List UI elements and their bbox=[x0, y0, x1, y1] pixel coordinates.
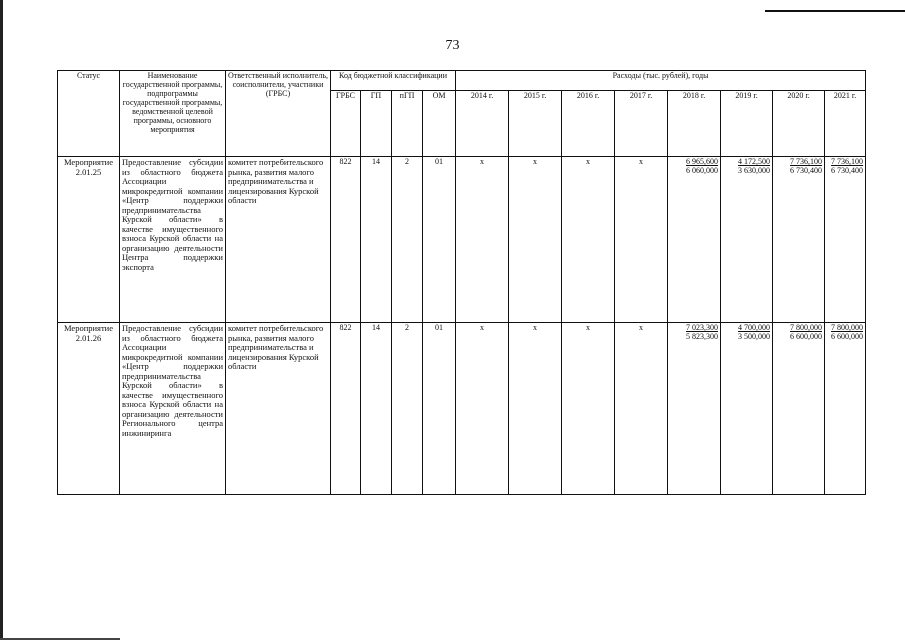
row-status: Мероприятие 2.01.26 bbox=[58, 323, 120, 495]
header-year-2016: 2016 г. bbox=[562, 91, 615, 157]
row-responsible: комитет потребительского рынка, развития малого предпринимательства и лицензирования Курской области bbox=[226, 157, 331, 323]
left-edge-rule bbox=[0, 0, 3, 640]
row-grbs: 822 bbox=[331, 157, 361, 323]
row-om: 01 bbox=[423, 157, 456, 323]
row-2019 bbox=[721, 323, 773, 495]
header-year-2018: 2018 г. bbox=[668, 91, 721, 157]
top-right-rule bbox=[765, 10, 905, 12]
header-year-2020: 2020 г. bbox=[773, 91, 825, 157]
header-pgp: пГП bbox=[392, 91, 423, 157]
row-name: Предоставление субсидии из областного бюджета Ассоциации микрокредитной компании «Центр поддержки предпринимательства Курской области» в качестве имущественного взноса Курской области на организацию деятельности Регионального центра инжиниринга bbox=[120, 323, 226, 495]
row-2015: х bbox=[509, 157, 562, 323]
row-2019 bbox=[721, 157, 773, 323]
row-gp: 14 bbox=[361, 157, 392, 323]
row-2016: х bbox=[562, 323, 615, 495]
row-2020-bottom: 6 730,400 bbox=[790, 165, 823, 175]
row-pgp: 2 bbox=[392, 323, 423, 495]
row-2014: х bbox=[456, 323, 509, 495]
row-2018-top: 6 965,600 bbox=[686, 157, 719, 166]
header-om: ОМ bbox=[423, 91, 456, 157]
row-2019-top: 4 700,000 bbox=[738, 323, 771, 332]
row-2021-top: 7 800,000 bbox=[831, 323, 864, 332]
header-year-2019: 2019 г. bbox=[721, 91, 773, 157]
row-grbs: 822 bbox=[331, 323, 361, 495]
row-2021-bottom: 6 730,400 bbox=[831, 165, 864, 175]
row-2018 bbox=[668, 323, 721, 495]
row-2020-top: 7 736,100 bbox=[790, 157, 823, 166]
budget-table bbox=[57, 70, 866, 495]
header-budget-code: Код бюджетной классификации bbox=[331, 71, 456, 91]
row-2018 bbox=[668, 157, 721, 323]
header-year-2015: 2015 г. bbox=[509, 91, 562, 157]
header-status: Статус bbox=[58, 71, 120, 157]
header-year-2017: 2017 г. bbox=[615, 91, 668, 157]
header-name: Наименование государственной программы, подпрограммы государственной программы, ведомственной целевой программы, основного мероприятия bbox=[120, 71, 226, 157]
row-2018-bottom: 5 823,300 bbox=[686, 331, 719, 341]
row-2021 bbox=[825, 323, 866, 495]
row-2017: х bbox=[615, 323, 668, 495]
row-2016: х bbox=[562, 157, 615, 323]
table-row bbox=[58, 157, 866, 323]
row-2019-bottom: 3 500,000 bbox=[738, 331, 771, 341]
header-year-2021: 2021 г. bbox=[825, 91, 866, 157]
row-2021 bbox=[825, 157, 866, 323]
header-grbs: ГРБС bbox=[331, 91, 361, 157]
row-2015: х bbox=[509, 323, 562, 495]
row-name: Предоставление субсидии из областного бюджета Ассоциации микрокредитной компании «Центр поддержки предпринимательства Курской области» в качестве имущественного взноса Курской области на организацию деятельности Центра поддержки экспорта bbox=[120, 157, 226, 323]
row-2018-top: 7 023,300 bbox=[686, 323, 719, 332]
header-year-2014: 2014 г. bbox=[456, 91, 509, 157]
row-2019-bottom: 3 630,000 bbox=[738, 165, 771, 175]
row-gp: 14 bbox=[361, 323, 392, 495]
row-2020-bottom: 6 600,000 bbox=[790, 331, 823, 341]
row-2021-bottom: 6 600,000 bbox=[831, 331, 864, 341]
row-2018-bottom: 6 060,000 bbox=[686, 165, 719, 175]
row-responsible: комитет потребительского рынка, развития малого предпринимательства и лицензирования Курской области bbox=[226, 323, 331, 495]
header-expenses: Расходы (тыс. рублей), годы bbox=[456, 71, 866, 91]
row-2021-top: 7 736,100 bbox=[831, 157, 864, 166]
header-gp: ГП bbox=[361, 91, 392, 157]
row-om: 01 bbox=[423, 323, 456, 495]
header-responsible: Ответственный исполнитель, соисполнители, участники (ГРБС) bbox=[226, 71, 331, 157]
row-pgp: 2 bbox=[392, 157, 423, 323]
row-2017: х bbox=[615, 157, 668, 323]
row-status: Мероприятие 2.01.25 bbox=[58, 157, 120, 323]
page-number: 73 bbox=[445, 38, 460, 53]
row-2020 bbox=[773, 157, 825, 323]
row-2019-top: 4 172,500 bbox=[738, 157, 771, 166]
table-row bbox=[58, 323, 866, 495]
row-2020 bbox=[773, 323, 825, 495]
row-2014: х bbox=[456, 157, 509, 323]
row-2020-top: 7 800,000 bbox=[790, 323, 823, 332]
